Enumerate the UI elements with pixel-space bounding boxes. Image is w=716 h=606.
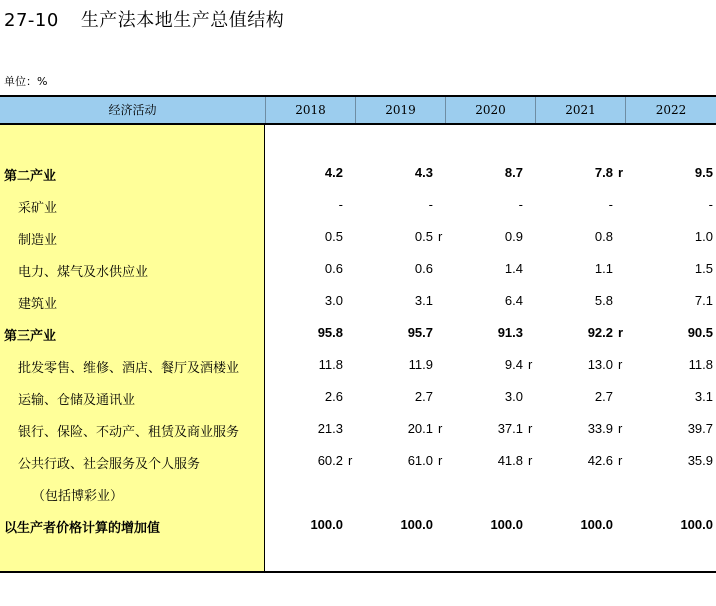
row-label: 公共行政、社会服务及个人服务 <box>18 457 201 472</box>
revision-flag: r <box>618 453 623 468</box>
row-value: 39.7 <box>687 421 713 436</box>
row-value: 0.9 <box>504 229 523 244</box>
row-value: - <box>708 197 713 212</box>
table-row <box>0 325 716 345</box>
table-row <box>0 421 716 441</box>
row-value: 90.5 <box>687 325 713 340</box>
row-value: 100.0 <box>580 517 613 532</box>
table-title: 生产法本地生产总值结构 <box>80 10 285 31</box>
row-value: 4.2 <box>324 165 343 180</box>
row-value: 11.8 <box>318 357 343 372</box>
row-label: 运输、仓储及通讯业 <box>18 393 136 408</box>
row-value: - <box>338 197 343 212</box>
row-value: 1.0 <box>694 229 713 244</box>
row-label: 第三产业 <box>4 329 57 344</box>
table-row <box>0 229 716 249</box>
row-value: 37.1 <box>497 421 523 436</box>
row-value: 7.1 <box>694 293 713 308</box>
row-value: 100.0 <box>310 517 343 532</box>
revision-flag: r <box>618 325 624 340</box>
row-value: 42.6 <box>587 453 613 468</box>
table-row <box>0 197 716 217</box>
table-row <box>0 165 716 185</box>
row-label: 批发零售、维修、酒店、餐厅及酒楼业 <box>18 361 240 376</box>
row-value: 0.5 <box>414 229 433 244</box>
row-value: 4.3 <box>414 165 433 180</box>
table-row <box>0 517 716 537</box>
table-row <box>0 453 716 473</box>
row-value: 21.3 <box>317 421 343 436</box>
row-value: 35.9 <box>687 453 713 468</box>
bottom-rule <box>0 571 716 573</box>
row-value: 3.0 <box>504 389 523 404</box>
row-value: 100.0 <box>680 517 713 532</box>
table-header <box>0 95 716 125</box>
revision-flag: r <box>438 229 443 244</box>
page-title <box>4 6 284 32</box>
row-value: 1.1 <box>594 261 613 276</box>
row-value: 2.7 <box>414 389 433 404</box>
unit-label: 单位：% <box>4 75 48 88</box>
row-value: 11.9 <box>408 357 433 372</box>
row-label: 制造业 <box>18 233 58 248</box>
row-value: 95.7 <box>407 325 433 340</box>
header-year: 2020 <box>446 97 536 123</box>
revision-flag: r <box>528 421 533 436</box>
row-value: 2.6 <box>324 389 343 404</box>
row-label: 银行、保险、不动产、租赁及商业服务 <box>18 425 240 440</box>
table-row <box>0 293 716 313</box>
row-value: 0.5 <box>324 229 343 244</box>
row-value: 0.8 <box>594 229 613 244</box>
row-value: 1.4 <box>504 261 523 276</box>
row-value: 7.8 <box>594 165 613 180</box>
row-value: 5.8 <box>594 293 613 308</box>
row-value: 92.2 <box>587 325 613 340</box>
row-value: 91.3 <box>497 325 523 340</box>
row-value: 100.0 <box>490 517 523 532</box>
row-value: 20.1 <box>407 421 433 436</box>
row-label: 采矿业 <box>18 201 58 216</box>
label-column-background <box>0 125 265 573</box>
row-value: 61.0 <box>407 453 433 468</box>
revision-flag: r <box>528 357 533 372</box>
table-row <box>0 389 716 409</box>
row-value: 0.6 <box>324 261 343 276</box>
row-label: 电力、煤气及水供应业 <box>18 265 149 280</box>
row-value: 9.4 <box>504 357 523 372</box>
revision-flag: r <box>618 357 623 372</box>
row-value: 41.8 <box>497 453 523 468</box>
row-value: 0.6 <box>414 261 433 276</box>
row-label: 以生产者价格计算的增加值 <box>4 521 161 536</box>
row-label: （包括博彩业） <box>32 489 124 504</box>
row-value: 60.2 <box>317 453 343 468</box>
header-activity: 经济活动 <box>0 97 266 123</box>
table-row <box>0 485 716 505</box>
revision-flag: r <box>618 421 623 436</box>
row-value: 2.7 <box>594 389 613 404</box>
header-year: 2021 <box>536 97 626 123</box>
row-value: 8.7 <box>504 165 523 180</box>
row-value: 95.8 <box>317 325 343 340</box>
row-value: 100.0 <box>400 517 433 532</box>
row-value: - <box>608 197 613 212</box>
revision-flag: r <box>528 453 533 468</box>
revision-flag: r <box>348 453 353 468</box>
row-value: 9.5 <box>694 165 713 180</box>
table-row <box>0 261 716 281</box>
header-year: 2022 <box>655 103 687 117</box>
header-year: 2019 <box>356 97 446 123</box>
row-value: 13.0 <box>587 357 613 372</box>
table-row <box>0 357 716 377</box>
row-value: 33.9 <box>587 421 613 436</box>
row-value: 3.0 <box>324 293 343 308</box>
header-year: 2018 <box>266 97 356 123</box>
data-table <box>0 95 716 573</box>
row-value: 11.8 <box>688 357 713 372</box>
row-value: 3.1 <box>414 293 433 308</box>
row-value: 6.4 <box>504 293 523 308</box>
revision-flag: r <box>438 453 443 468</box>
revision-flag: r <box>618 165 624 180</box>
row-value: - <box>428 197 433 212</box>
row-label: 建筑业 <box>18 297 58 312</box>
revision-flag: r <box>438 421 443 436</box>
row-value: 3.1 <box>694 389 713 404</box>
table-number: 27-10 <box>4 10 59 31</box>
row-label: 第二产业 <box>4 169 57 184</box>
row-value: - <box>518 197 523 212</box>
row-value: 1.5 <box>694 261 713 276</box>
